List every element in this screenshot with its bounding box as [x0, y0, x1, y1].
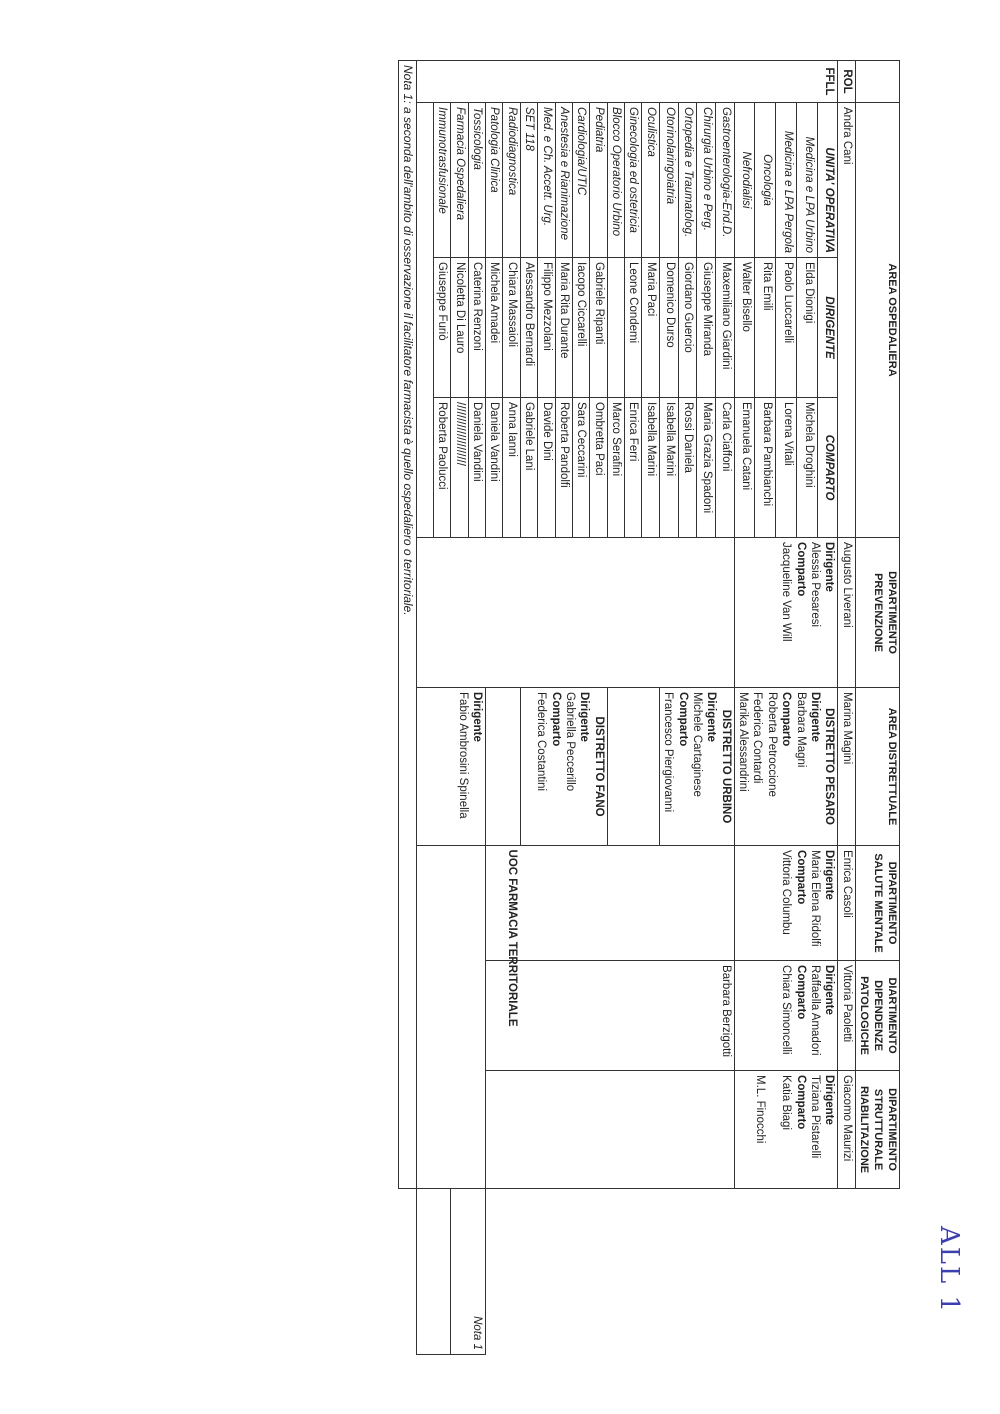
comparto-cell: //////////////////// [451, 398, 468, 538]
header-dip-dipendenze: DIARTIMENTO DIPENDENZE PATOLOGICHE [855, 961, 899, 1071]
dipendenze-extra-cell [486, 961, 735, 1071]
unita-cell: Otorinolaringoiatria [659, 103, 678, 258]
distretto-fano [520, 688, 607, 846]
comparto-cell: Marco Serafini [607, 398, 624, 538]
fano-comparto: Federica Costantini [535, 692, 548, 792]
col-comparto-header: COMPARTO [817, 398, 838, 538]
footnote-row [399, 61, 417, 1355]
prev-comparto-label: Comparto [794, 542, 807, 597]
rol-prevenzione: Augusto Liverani [838, 538, 855, 688]
comparto-cell: Roberta Pandolfi [555, 398, 572, 538]
pesaro-comparto-2: Federica Contardi [751, 692, 764, 784]
salute-mentale-ffll [734, 846, 838, 961]
strutturale-bottom-empty [417, 1189, 451, 1355]
farmacia-territoriale-dirigente-cell [417, 688, 486, 846]
dirigente-cell: Leone Condemi [625, 258, 642, 398]
comparto-cell: Davide Dini [538, 398, 555, 538]
rol-salute-mentale: Enrica Casoli [838, 846, 855, 961]
header-dip-salute-mentale: DIPARTIMENTO SALUTE MENTALE [855, 846, 899, 961]
handwritten-annotation: ALL 1 [934, 1225, 965, 1315]
sm-comparto: Vittoria Columbu [780, 850, 793, 935]
comparto-cell: Daniela Vandini [468, 398, 485, 538]
dirigente-cell: Giuseppe Furiò [434, 258, 451, 398]
unita-cell: Farmacia Ospedaliera [451, 103, 468, 258]
fano-title: DISTRETTO FANO [592, 716, 605, 817]
unita-cell: Tossicologia [468, 103, 485, 258]
col-unita-header: UNITA' OPERATIVA [817, 103, 838, 258]
dirigente-cell: Iacopo Ciccarelli [573, 258, 590, 398]
str-dirigente: Tiziana Pistarelli [809, 1075, 821, 1159]
header-row [855, 61, 899, 1355]
distrettuale-gap [607, 688, 659, 846]
dirigente-cell [607, 258, 624, 398]
pesaro-title: DISTRETTO PESARO [823, 708, 836, 825]
comparto-cell: Maria Grazia Spadoni [697, 398, 716, 538]
dirigente-cell: Nicoletta Di Lauro [451, 258, 468, 398]
prevenzione-ffll [734, 538, 838, 688]
spacer-cell [417, 103, 434, 538]
rotated-page [0, 60, 900, 1370]
unita-cell: Patologia Clinica [486, 103, 503, 258]
dipendenze-ffll [734, 961, 838, 1071]
dirigente-cell: Maxemiliano Giardini [716, 258, 735, 398]
header-area-distrettuale: AREA DISTRETTUALE [855, 688, 899, 846]
dip-extra: Barbara Berzigotti [719, 965, 732, 1058]
unita-cell: Oculistica [642, 103, 659, 258]
comparto-cell: Roberta Paolucci [434, 398, 451, 538]
facilitators-table [398, 60, 900, 1355]
pesaro-comparto-3: Marika Alessandrini [737, 692, 750, 792]
rol-row [838, 61, 855, 1355]
str-comparto: Katia Biagi [780, 1075, 793, 1131]
comparto-cell: Rossi Daniela [678, 398, 697, 538]
unita-cell: Blocco Operatorio Urbino [607, 103, 624, 258]
table-row [468, 61, 485, 1355]
dirigente-cell: Gabriele Ripanti [590, 258, 607, 398]
fano-dirigente: Gabriella Peccerillo [564, 692, 576, 792]
rol-label: ROL [838, 61, 855, 103]
dirigente-cell: Elda Dionigi [796, 258, 817, 398]
sm-dirigente: Maria Elena Ridolfi [809, 850, 821, 947]
prevenzione-empty [434, 538, 735, 688]
unita-cell: Gastroenterologia-End.D. [716, 103, 735, 258]
dirigente-cell: Filippo Mezzolani [538, 258, 555, 398]
unita-cell: Medicina e LPA Pergola [776, 103, 797, 258]
distretto-urbino [659, 688, 734, 846]
pesaro-comparto-1: Roberta Petroccione [765, 692, 778, 797]
comparto-cell: Lorena Vitali [776, 398, 797, 538]
strutturale-ffll [734, 1071, 838, 1189]
str-comparto-label: Comparto [794, 1075, 807, 1130]
comparto-cell: Barbara Pambianchi [755, 398, 776, 538]
pesaro-dirigente-label: Dirigente [809, 692, 821, 742]
urbino-comparto: Francesco Piergiovanni [662, 692, 675, 813]
ffll-header-row [817, 61, 838, 1355]
rol-dipendenze: Vittoria Paoletti [838, 961, 855, 1071]
str-dirigente-label: Dirigente [823, 1075, 836, 1125]
table-row [716, 61, 735, 1355]
strutturale-empty [486, 1071, 735, 1189]
header-dip-prevenzione: DIPARTIMENTO PREVENZIONE [855, 538, 899, 688]
unita-cell: Ginecologia ed ostetricia [625, 103, 642, 258]
str-extra: M.L. Finocchi [753, 1075, 766, 1144]
comparto-cell: Gabriele Lani [520, 398, 537, 538]
comparto-cell: Sara Ceccarini [573, 398, 590, 538]
sm-dirigente-label: Dirigente [823, 850, 836, 900]
unita-cell: Radiodiagnostica [503, 103, 520, 258]
comparto-cell: Emanuela Catani [734, 398, 755, 538]
comparto-cell: Carla Ciaffoni [716, 398, 735, 538]
unita-cell: SET 118 [520, 103, 537, 258]
dirigente-cell: Maria Rita Durante [555, 258, 572, 398]
table-row [503, 61, 520, 1355]
nota-1-ref: Nota 1 [451, 1189, 486, 1355]
dirigente-cell: Alessandro Bernardi [520, 258, 537, 398]
unita-cell: Pediatria [590, 103, 607, 258]
prev-comparto: Jacqueline Van Will [780, 542, 793, 642]
dirigente-cell: Maria Paci [642, 258, 659, 398]
comparto-cell: Michela Droghini [796, 398, 817, 538]
unita-cell: Cardiologia/UTIC [573, 103, 590, 258]
dirigente-cell: Giuseppe Miranda [697, 258, 716, 398]
unita-cell: Immunotrasfusionale [434, 103, 451, 258]
rol-strutturale: Giacomo Maurizi [838, 1071, 855, 1189]
distretto-pesaro [734, 688, 838, 846]
comparto-cell: Enrica Ferri [625, 398, 642, 538]
header-dip-strutturale: DIPARTIMENTO STRUTTURALE RIABILITAZIONE [855, 1071, 899, 1189]
ffll-label: FFLL [417, 61, 838, 103]
unita-cell: Med. e Ch. Accett. Urg. [538, 103, 555, 258]
unita-cell: Anestesia e Rianimazione [555, 103, 572, 258]
unita-cell: Nefrodialisi [734, 103, 755, 258]
dip-comparto-label: Comparto [794, 965, 807, 1020]
pesaro-comparto-label: Comparto [780, 692, 793, 747]
dirigente-cell: Chiara Massaioli [503, 258, 520, 398]
urbino-title: DISTRETTO URBINO [719, 709, 732, 824]
dip-dirigente: Raffaella Amadori [809, 965, 821, 1056]
comparto-cell: Isabella Marini [642, 398, 659, 538]
comparto-cell: Isabella Marini [659, 398, 678, 538]
dirigente-cell: Paolo Luccarelli [776, 258, 797, 398]
dip-comparto: Chiara Simoncelli [780, 965, 793, 1055]
footnote: Nota 1: a seconda dell'ambito di osservazione il facilitatore farmacista è quello ospedaliero o territoriale. [399, 61, 417, 1189]
salute-mentale-empty [486, 846, 735, 961]
prev-dirigente: Alessia Pesaresi [809, 542, 821, 628]
urbino-comparto-label: Comparto [676, 692, 689, 747]
comparto-cell: Anna Ianni [503, 398, 520, 538]
comparto-cell: Ombretta Paci [590, 398, 607, 538]
unita-cell: Ortopedia e Traumatolog. [678, 103, 697, 258]
dirigente-cell: Rita Emili [755, 258, 776, 398]
pesaro-dirigente: Barbara Magni [794, 692, 807, 768]
dirigente-cell: Domenico Durso [659, 258, 678, 398]
urbino-dirigente-label: Dirigente [705, 692, 718, 742]
farm-dirigente-label: Dirigente [471, 692, 484, 742]
rol-ospedaliera: Andra Cani [838, 103, 855, 538]
dirigente-cell: Michela Amadei [486, 258, 503, 398]
dirigente-cell: Walter Bisello [734, 258, 755, 398]
comparto-cell: Daniela Vandini [486, 398, 503, 538]
farmacia-territoriale-title: UOC FARMACIA TERRITORIALE [486, 688, 521, 1189]
farmacia-territoriale-empty [417, 846, 486, 1189]
col-dirigente-header: DIRIGENTE [817, 258, 838, 398]
rol-distrettuale: Marina Magini [838, 688, 855, 846]
unita-cell: Oncologia [755, 103, 776, 258]
dirigente-cell: Giordano Guercio [678, 258, 697, 398]
urbino-dirigente: Michele Cartaginese [691, 692, 703, 797]
unita-cell: Medicina e LPA Urbino [796, 103, 817, 258]
fano-dirigente-label: Dirigente [578, 692, 591, 742]
dirigente-cell: Caterina Renzoni [468, 258, 485, 398]
header-area-ospedaliera: AREA OSPEDALIERA [855, 103, 899, 538]
sm-comparto-label: Comparto [794, 850, 807, 905]
prev-dirigente-label: Dirigente [823, 542, 836, 592]
unita-cell: Chirurgia Urbino e Perg. [697, 103, 716, 258]
dip-dirigente-label: Dirigente [823, 965, 836, 1015]
farm-dirigente: Fabio Ambrosini Spinella [456, 692, 469, 819]
fano-comparto-label: Comparto [549, 692, 562, 747]
